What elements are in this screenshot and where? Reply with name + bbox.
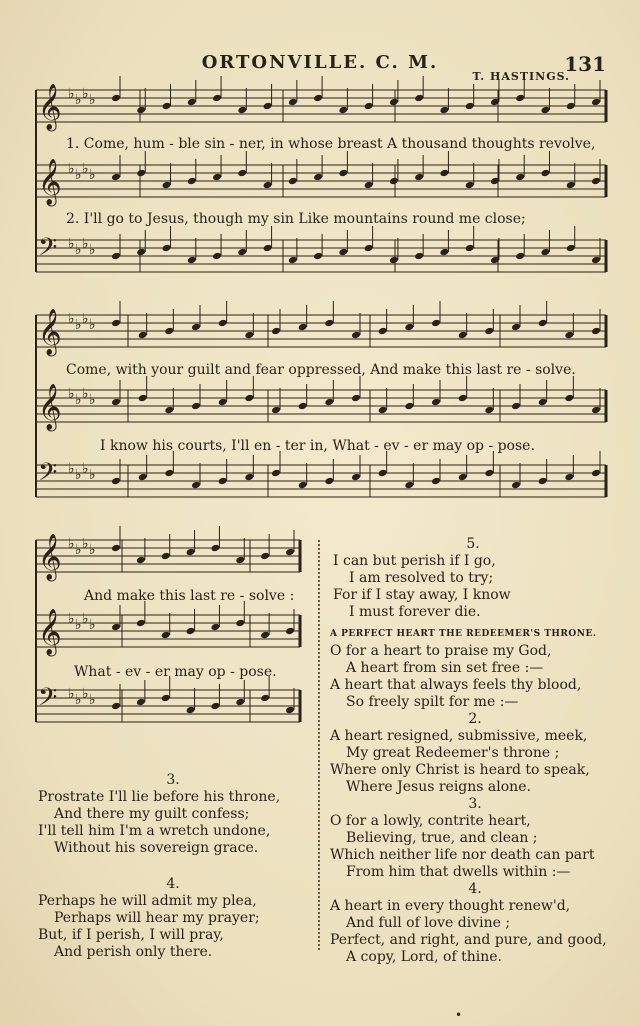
note-head: [564, 331, 574, 340]
note-head: [210, 544, 220, 553]
note-head: [161, 552, 171, 561]
note-head: [378, 327, 388, 336]
note-head: [541, 106, 551, 115]
note-head: [210, 702, 220, 711]
flat-sign: ♭: [89, 467, 96, 483]
note-head: [313, 173, 323, 182]
note-head: [111, 544, 121, 553]
note-head: [364, 102, 374, 111]
verse-block: [333, 536, 613, 621]
verse-line: I can but perish if I go,: [333, 553, 496, 569]
note-head: [465, 244, 475, 253]
note-head: [235, 556, 245, 565]
verse-line: And full of love divine ;: [346, 915, 511, 931]
verse-line: A heart resigned, submissive, meek,: [330, 728, 588, 744]
verse-line: And perish only there.: [54, 944, 213, 960]
note-head: [260, 694, 270, 703]
flat-sign: ♭: [68, 386, 75, 402]
verse-line: A heart from sin set free :—: [346, 660, 544, 676]
note-head: [191, 402, 201, 411]
treble-clef: 𝄞: [38, 84, 62, 130]
flat-sign: ♭: [75, 617, 82, 633]
note-head: [237, 169, 247, 178]
note-head: [212, 252, 222, 261]
flat-sign: ♭: [68, 686, 75, 702]
verse-line: For if I stay away, I know: [333, 587, 511, 603]
note-head: [260, 552, 270, 561]
note-head: [288, 256, 298, 265]
flat-sign: ♭: [89, 692, 96, 708]
verse-line: Believing, true, and clean ;: [346, 830, 538, 846]
flat-sign: ♭: [68, 161, 75, 177]
bass-clef: 𝄢: [38, 233, 58, 268]
verse-line: But, if I perish, I will pray,: [38, 927, 224, 943]
note-head: [465, 181, 475, 190]
bass-clef: 𝄢: [38, 683, 58, 718]
note-head: [414, 94, 424, 103]
note-head: [465, 102, 475, 111]
note-head: [164, 327, 174, 336]
note-head: [237, 248, 247, 257]
note-head: [324, 319, 334, 328]
note-head: [541, 169, 551, 178]
verse-block: [38, 772, 308, 857]
lyric-line: 1. Come, hum - ble sin - ner, in whose breast A thousand thoughts revolve,: [66, 136, 596, 152]
treble-clef: 𝄞: [38, 309, 62, 355]
flat-sign: ♭: [89, 392, 96, 408]
verse-line: A heart in every thought renew'd,: [330, 898, 571, 914]
note-head: [566, 244, 576, 253]
flat-sign: ♭: [89, 167, 96, 183]
note-head: [364, 244, 374, 253]
flat-sign: ♭: [82, 386, 89, 402]
note-head: [564, 394, 574, 403]
note-head: [431, 477, 441, 486]
note-head: [324, 398, 334, 407]
note-head: [511, 402, 521, 411]
note-head: [404, 323, 414, 332]
note-head: [212, 173, 222, 182]
verse-line: Which neither life nor death can part: [330, 847, 595, 863]
verse-line: I'll tell him I'm a wretch undone,: [38, 823, 271, 839]
note-head: [515, 173, 525, 182]
note-head: [210, 623, 220, 632]
treble-clef: 𝄞: [38, 159, 62, 205]
flat-sign: ♭: [75, 92, 82, 108]
flat-sign: ♭: [75, 467, 82, 483]
lyric-line: Come, with your guilt and fear oppressed, And make this last re - solve.: [66, 362, 576, 378]
flat-sign: ♭: [89, 617, 96, 633]
note-head: [351, 473, 361, 482]
note-head: [136, 619, 146, 628]
note-head: [162, 181, 172, 190]
note-head: [389, 98, 399, 107]
note-head: [591, 98, 601, 107]
note-head: [138, 331, 148, 340]
note-head: [162, 102, 172, 111]
note-head: [263, 244, 273, 253]
note-head: [538, 398, 548, 407]
note-head: [136, 556, 146, 565]
note-head: [564, 473, 574, 482]
flat-sign: ♭: [82, 86, 89, 102]
flat-sign: ♭: [75, 392, 82, 408]
note-head: [271, 469, 281, 478]
note-head: [298, 323, 308, 332]
note-head: [186, 548, 196, 557]
bass-clef: 𝄢: [38, 458, 58, 493]
verse-line: From him that dwells within :—: [346, 864, 571, 880]
note-head: [187, 98, 197, 107]
note-head: [439, 169, 449, 178]
note-head: [161, 694, 171, 703]
note-head: [591, 177, 601, 186]
note-head: [538, 319, 548, 328]
note-head: [288, 98, 298, 107]
note-head: [218, 398, 228, 407]
note-head: [414, 252, 424, 261]
flat-sign: ♭: [89, 542, 96, 558]
note-head: [591, 256, 601, 265]
hymn-title: ORTONVILLE. C. M.: [201, 52, 439, 73]
note-head: [136, 169, 146, 178]
note-head: [566, 102, 576, 111]
note-head: [111, 252, 121, 261]
treble-clef: 𝄞: [38, 384, 62, 430]
note-head: [111, 623, 121, 632]
note-head: [218, 477, 228, 486]
verse-number: 4.: [166, 876, 180, 892]
verse-line: Perfect, and right, and pure, and good,: [330, 932, 607, 948]
flat-sign: ♭: [82, 536, 89, 552]
note-head: [364, 181, 374, 190]
verse-line: My great Redeemer's throne ;: [346, 745, 560, 761]
note-head: [218, 319, 228, 328]
note-head: [187, 177, 197, 186]
note-head: [111, 94, 121, 103]
note-head: [591, 469, 601, 478]
note-head: [237, 106, 247, 115]
note-head: [566, 181, 576, 190]
note-head: [484, 327, 494, 336]
note-head: [431, 319, 441, 328]
note-head: [351, 394, 361, 403]
note-head: [378, 406, 388, 415]
note-head: [511, 481, 521, 490]
flat-sign: ♭: [75, 542, 82, 558]
note-head: [414, 173, 424, 182]
second-hymn: [330, 626, 620, 966]
note-head: [591, 327, 601, 336]
note-head: [338, 106, 348, 115]
note-head: [288, 177, 298, 186]
column-divider: [318, 540, 322, 950]
note-head: [389, 256, 399, 265]
verse-line: Where Jesus reigns alone.: [346, 779, 531, 795]
flat-sign: ♭: [75, 242, 82, 258]
note-head: [458, 394, 468, 403]
note-head: [235, 619, 245, 628]
flat-sign: ♭: [89, 317, 96, 333]
note-head: [244, 473, 254, 482]
note-head: [298, 402, 308, 411]
note-head: [136, 106, 146, 115]
verse-line: Prostrate I'll lie before his throne,: [38, 789, 281, 805]
lyric-line: 2. I'll go to Jesus, though my sin Like mountains round me close;: [66, 211, 526, 227]
note-head: [162, 244, 172, 253]
note-head: [244, 331, 254, 340]
treble-clef: 𝄞: [38, 609, 62, 655]
verse-number: 3.: [468, 796, 482, 812]
note-head: [324, 477, 334, 486]
note-head: [111, 173, 121, 182]
note-head: [313, 94, 323, 103]
note-head: [263, 102, 273, 111]
note-head: [191, 481, 201, 490]
flat-sign: ♭: [68, 461, 75, 477]
note-head: [235, 698, 245, 707]
note-head: [338, 169, 348, 178]
note-head: [191, 323, 201, 332]
verse-line: So freely spilt for me :—: [346, 694, 519, 710]
flat-sign: ♭: [82, 686, 89, 702]
note-head: [260, 631, 270, 640]
note-head: [338, 248, 348, 257]
note-head: [484, 469, 494, 478]
flat-sign: ♭: [68, 86, 75, 102]
flat-sign: ♭: [89, 92, 96, 108]
flat-sign: ♭: [89, 242, 96, 258]
flat-sign: ♭: [75, 692, 82, 708]
note-head: [285, 627, 295, 636]
note-head: [591, 406, 601, 415]
note-head: [541, 248, 551, 257]
second-hymn-title: A PERFECT HEART THE REDEEMER'S THRONE.: [330, 629, 597, 639]
treble-clef: 𝄞: [38, 534, 62, 580]
note-head: [111, 398, 121, 407]
flat-sign: ♭: [75, 317, 82, 333]
flat-sign: ♭: [82, 161, 89, 177]
note-head: [212, 94, 222, 103]
note-head: [458, 473, 468, 482]
note-head: [164, 469, 174, 478]
note-head: [439, 106, 449, 115]
verse-line: Perhaps he will admit my plea,: [38, 893, 257, 909]
note-head: [187, 256, 197, 265]
note-head: [263, 181, 273, 190]
verse-line: O for a heart to praise my God,: [330, 643, 552, 659]
note-head: [138, 473, 148, 482]
note-head: [161, 631, 171, 640]
note-head: [298, 481, 308, 490]
note-head: [404, 481, 414, 490]
note-head: [458, 331, 468, 340]
note-head: [484, 406, 494, 415]
flat-sign: ♭: [82, 611, 89, 627]
note-head: [271, 406, 281, 415]
flat-sign: ♭: [68, 536, 75, 552]
verse-number: 3.: [166, 772, 180, 788]
note-head: [439, 248, 449, 257]
flat-sign: ♭: [68, 236, 75, 252]
note-head: [271, 327, 281, 336]
note-head: [164, 406, 174, 415]
composer-credit: T. HASTINGS.: [472, 70, 570, 83]
page-number: 131: [564, 52, 606, 76]
lyric-line: And make this last re - solve :: [84, 588, 295, 604]
note-head: [538, 477, 548, 486]
note-head: [515, 94, 525, 103]
verse-line: And there my guilt confess;: [54, 806, 250, 822]
note-head: [138, 394, 148, 403]
note-head: [186, 627, 196, 636]
note-head: [389, 177, 399, 186]
flat-sign: ♭: [82, 461, 89, 477]
note-head: [244, 394, 254, 403]
note-head: [186, 706, 196, 715]
note-head: [285, 548, 295, 557]
lyric-line: I know his courts, I'll en - ter in, What - ev - er may op - pose.: [100, 438, 535, 454]
flat-sign: ♭: [75, 167, 82, 183]
print-mark: •: [455, 1008, 463, 1022]
note-head: [515, 252, 525, 261]
flat-sign: ♭: [82, 236, 89, 252]
verse-line: Without his sovereign grace.: [54, 840, 259, 856]
note-head: [313, 252, 323, 261]
verse-line: O for a lowly, contrite heart,: [330, 813, 531, 829]
note-head: [136, 248, 146, 257]
note-head: [285, 706, 295, 715]
verse-line: A copy, Lord, of thine.: [346, 949, 502, 965]
note-head: [511, 323, 521, 332]
verse-line: I must forever die.: [349, 604, 481, 620]
note-head: [378, 469, 388, 478]
verse-block: [38, 876, 308, 961]
note-head: [111, 477, 121, 486]
verse-line: A heart that always feels thy blood,: [330, 677, 582, 693]
verse-line: I am resolved to try;: [349, 570, 494, 586]
note-head: [136, 698, 146, 707]
note-head: [111, 319, 121, 328]
note-head: [404, 402, 414, 411]
verse-number: 2.: [468, 711, 482, 727]
note-head: [111, 702, 121, 711]
flat-sign: ♭: [68, 611, 75, 627]
verse-number: 4.: [468, 881, 482, 897]
lyric-line: What - ev - er may op - pose.: [74, 664, 277, 680]
verse-line: Perhaps will hear my prayer;: [54, 910, 260, 926]
note-head: [431, 398, 441, 407]
flat-sign: ♭: [82, 311, 89, 327]
flat-sign: ♭: [68, 311, 75, 327]
note-head: [351, 331, 361, 340]
verse-line: Where only Christ is heard to speak,: [330, 762, 590, 778]
verse-number: 5.: [466, 536, 480, 552]
